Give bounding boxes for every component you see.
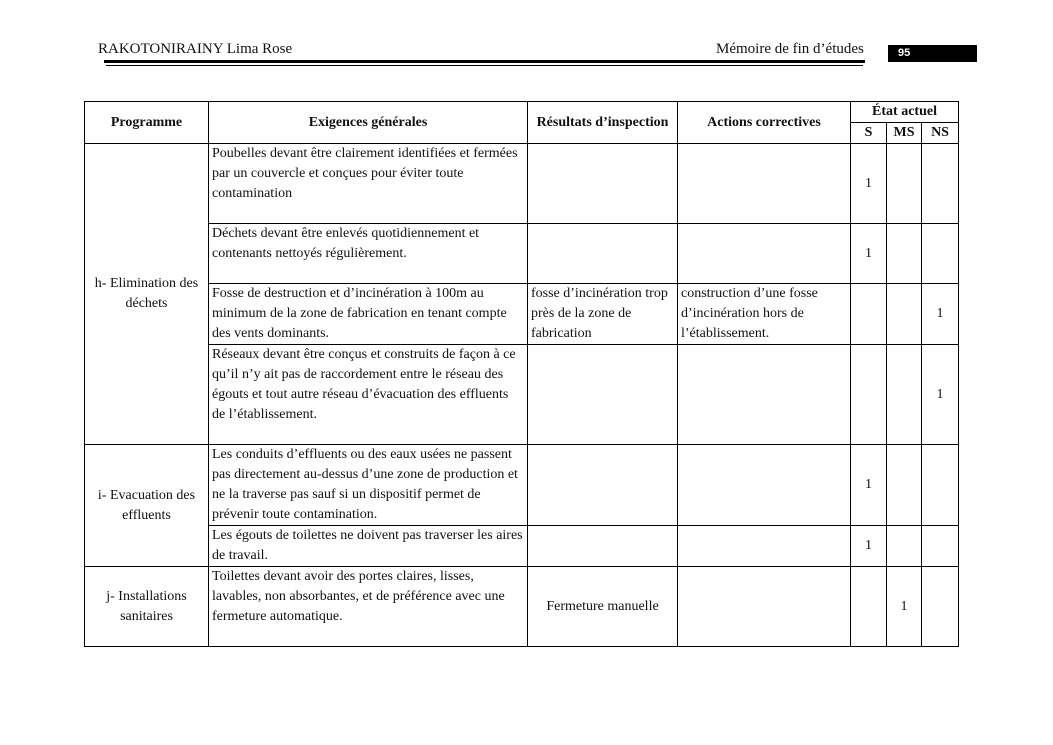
ns-cell: 1 [922, 284, 959, 345]
exigence-cell: Toilettes devant avoir des portes claires, lisses, lavables, non absorbantes, et de préférence avec une fermeture automatique. [209, 567, 528, 647]
s-cell: 1 [851, 144, 887, 224]
header-ns: NS [922, 123, 959, 144]
ns-cell [922, 144, 959, 224]
action-cell [678, 224, 851, 284]
ms-cell: 1 [887, 567, 922, 647]
ms-cell [887, 445, 922, 526]
ns-cell [922, 445, 959, 526]
action-cell [678, 345, 851, 445]
inspection-table [84, 101, 959, 647]
resultat-cell [528, 445, 678, 526]
exigence-cell: Fosse de destruction et d’incinération à 100m au minimum de la zone de fabrication en tenant compte des vents dominants. [209, 284, 528, 345]
s-cell: 1 [851, 445, 887, 526]
action-cell: construction d’une fosse d’incinération hors de l’établissement. [678, 284, 851, 345]
resultat-cell [528, 224, 678, 284]
ns-cell [922, 224, 959, 284]
page-number: 95 [888, 45, 977, 62]
s-cell [851, 567, 887, 647]
header-exigences: Exigences générales [209, 102, 528, 144]
exigence-cell: Réseaux devant être conçus et construits de façon à ce qu’il n’y ait pas de raccordement entre le réseau des égouts et tout autre réseau d’évacuation des effluents de l’établissement. [209, 345, 528, 445]
header-s: S [851, 123, 887, 144]
s-cell [851, 345, 887, 445]
programme-i: i- Evacuation des effluents [85, 445, 209, 567]
table-row [85, 345, 959, 445]
action-cell [678, 144, 851, 224]
ms-cell [887, 345, 922, 445]
s-cell: 1 [851, 526, 887, 567]
ms-cell [887, 144, 922, 224]
resultat-cell [528, 345, 678, 445]
table-row [85, 445, 959, 526]
programme-j: j- Installations sanitaires [85, 567, 209, 647]
table-row [85, 284, 959, 345]
header-programme: Programme [85, 102, 209, 144]
ms-cell [887, 526, 922, 567]
ns-cell [922, 567, 959, 647]
ns-cell: 1 [922, 345, 959, 445]
header-resultats: Résultats d’inspection [528, 102, 678, 144]
header-rule [104, 60, 865, 63]
header-actions: Actions correctives [678, 102, 851, 144]
header-ms: MS [887, 123, 922, 144]
header-document-title: Mémoire de fin d’études [716, 41, 864, 57]
exigence-cell: Les égouts de toilettes ne doivent pas traverser les aires de travail. [209, 526, 528, 567]
table-row [85, 567, 959, 647]
header-rule-thin [106, 65, 863, 66]
action-cell [678, 445, 851, 526]
table-row [85, 526, 959, 567]
programme-h: h- Elimination des déchets [85, 144, 209, 445]
table-row [85, 144, 959, 224]
exigence-cell: Déchets devant être enlevés quotidiennement et contenants nettoyés régulièrement. [209, 224, 528, 284]
exigence-cell: Les conduits d’effluents ou des eaux usées ne passent pas directement au-dessus d’une zone de production et ne la traverse pas sauf si un dispositif permet de prévenir toute contamination. [209, 445, 528, 526]
resultat-cell [528, 144, 678, 224]
ms-cell [887, 284, 922, 345]
resultat-cell: Fermeture manuelle [528, 567, 678, 647]
action-cell [678, 567, 851, 647]
header-author: RAKOTONIRAINY Lima Rose [98, 41, 293, 57]
action-cell [678, 526, 851, 567]
header-etat-actuel: État actuel [851, 102, 959, 123]
s-cell [851, 284, 887, 345]
resultat-cell [528, 526, 678, 567]
ms-cell [887, 224, 922, 284]
s-cell: 1 [851, 224, 887, 284]
table-row [85, 224, 959, 284]
exigence-cell: Poubelles devant être clairement identifiées et fermées par un couvercle et conçues pour éviter toute contamination [209, 144, 528, 224]
resultat-cell: fosse d’incinération trop près de la zone de fabrication [528, 284, 678, 345]
ns-cell [922, 526, 959, 567]
